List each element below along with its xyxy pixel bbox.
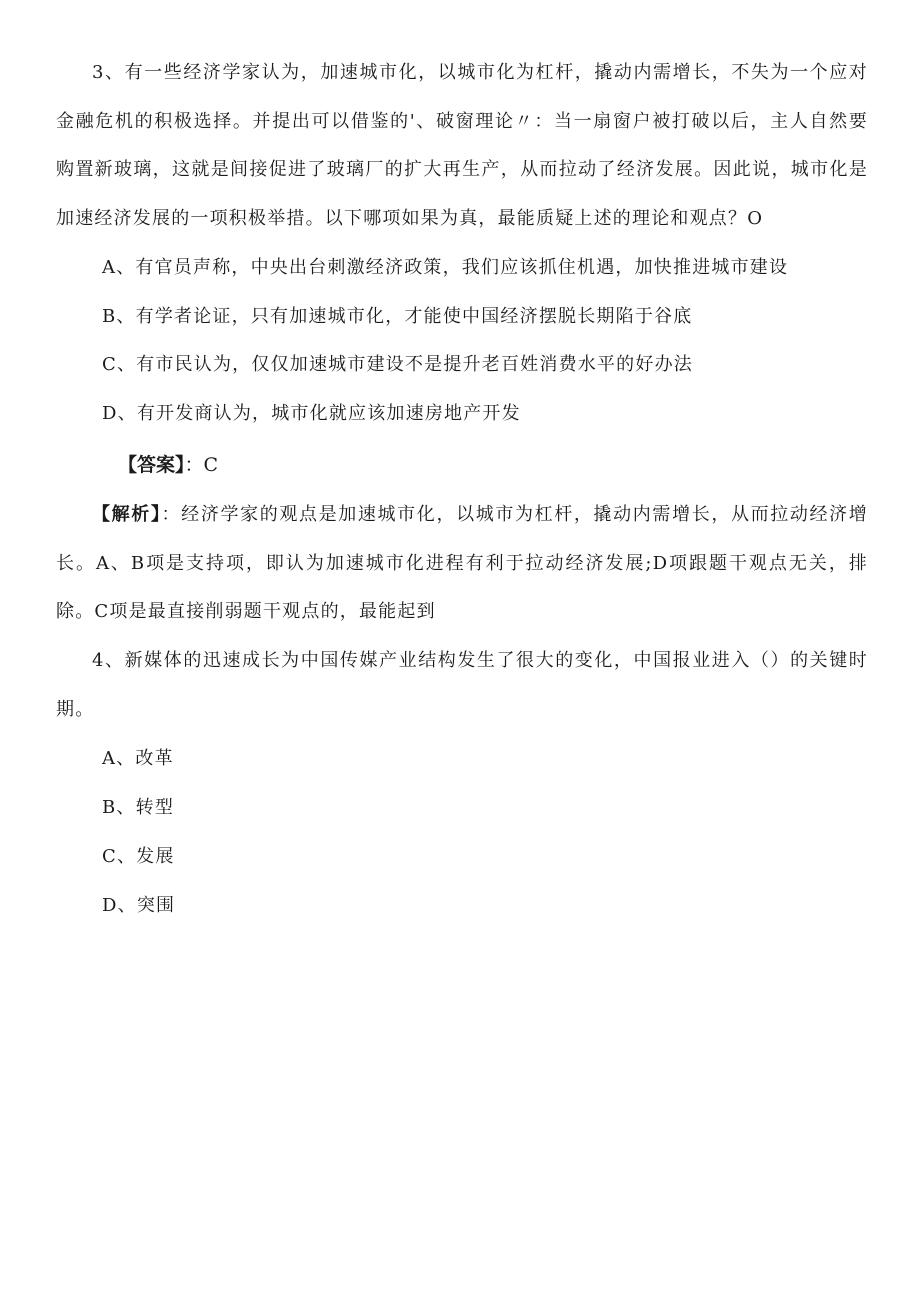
question-4-option-a: A、改革: [102, 748, 174, 769]
analysis-text: ：经济学家的观点是加速城市化，以城市为杠杆，撬动内需增长，从而拉动经济增长。A、B项是支持项，即认为加速城市化进程有利于拉动经济发展;D项跟题干观点无关，排除。C项是最直接削弱题干观点的，最能起到: [56, 504, 868, 622]
question-4-option-c: C、发展: [102, 846, 175, 867]
analysis-tag: 【解析】: [92, 504, 162, 525]
question-3-option-a: A、有官员声称，中央出台刺激经济政策，我们应该抓住机遇，加快推进城市建设: [102, 257, 789, 278]
question-3-analysis: [56, 491, 868, 637]
question-4-option-d: D、突围: [102, 895, 176, 916]
question-4-option-b: B、转型: [102, 797, 175, 818]
answer-value: ：C: [184, 454, 219, 476]
question-3-answer: [118, 453, 218, 477]
question-3-option-d: D、有开发商认为，城市化就应该加速房地产开发: [102, 403, 521, 424]
answer-tag: 【答案】: [118, 454, 185, 476]
question-3-stem: 3、有一些经济学家认为，加速城市化，以城市化为杠杆，撬动内需增长，不失为一个应对金融危机的积极选择。并提出可以借鉴的'、破窗理论〃：当一扇窗户被打破以后，主人自然要购置新玻璃，这就是间接促进了玻璃厂的扩大再生产，从而拉动了经济发展。因此说，城市化是加速经济发展的一项积极举措。以下哪项如果为真，最能质疑上述的理论和观点？O: [56, 62, 868, 229]
question-3-option-b: B、有学者论证，只有加速城市化，才能使中国经济摆脱长期陷于谷底: [102, 306, 693, 327]
question-3-option-c: C、有市民认为，仅仅加速城市建设不是提升老百姓消费水平的好办法: [102, 354, 693, 375]
question-4-stem: 4、新媒体的迅速成长为中国传媒产业结构发生了很大的变化，中国报业进入（）的关键时期。: [56, 650, 868, 720]
